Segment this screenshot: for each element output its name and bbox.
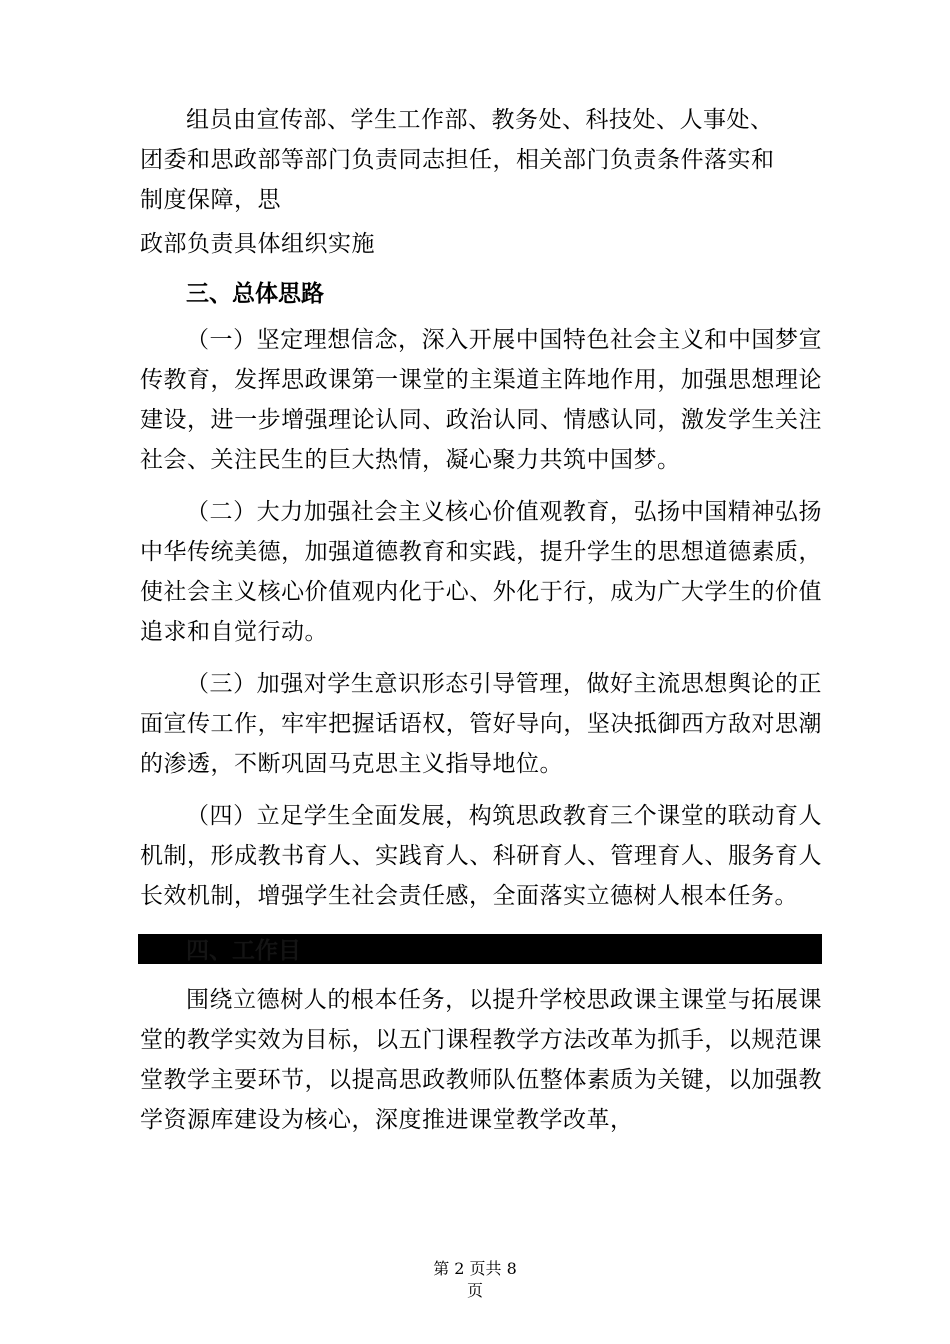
intro-line-4: 政部负责具体组织实施 [140,231,375,257]
paragraph-1: （一）坚定理想信念，深入开展中国特色社会主义和中国梦宣传教育，发挥思政课第一课堂的主渠道主阵地作用，加强思想理论建设，进一步增强理论认同、政治认同、情感认同，激发学生关注社会、关注民生的巨大热情，凝心聚力共筑中国梦。 [140,327,822,473]
section-4-paragraph: 围绕立德树人的根本任务，以提升学校思政课主课堂与拓展课堂的教学实效为目标，以五门课程教学方法改革为抓手，以规范课堂教学主要环节，以提高思政教师队伍整体素质为关键，以加强教学资源库建设为核心，深度推进课堂教学改革， [140,987,822,1133]
paragraph-2: （二）大力加强社会主义核心价值观教育，弘扬中国精神弘扬中华传统美德，加强道德教育和实践，提升学生的思想道德素质，使社会主义核心价值观内化于心、外化于行，成为广大学生的价值追求和自觉行动。 [140,499,822,645]
document-page [140,100,822,1140]
paragraph-4: （四）立足学生全面发展，构筑思政教育三个课堂的联动育人机制，形成教书育人、实践育人、科研育人、管理育人、服务育人长效机制，增强学生社会责任感，全面落实立德树人根本任务。 [140,803,822,909]
intro-line-3: 制度保障，思 [140,187,281,213]
intro-line-2: 团委和思政部等部门负责同志担任，相关部门负责条件落实和 [140,147,775,173]
section-4-heading-bar [138,934,822,964]
intro-block [140,100,822,264]
page-footer [0,1258,950,1302]
page-number-line-1: 第 2 页共 8 [433,1259,517,1278]
paragraph-3: （三）加强对学生意识形态引导管理，做好主流思想舆论的正面宣传工作，牢牢把握话语权，管好导向，坚决抵御西方敌对思潮的渗透，不断巩固马克思主义指导地位。 [140,671,822,777]
section-3-heading: 三、总体思路 [186,281,324,307]
intro-line-1: 组员由宣传部、学生工作部、教务处、科技处、人事处、 [186,107,774,133]
page-number-line-2: 页 [466,1281,483,1300]
section-4-heading: 四、工作目 [186,938,301,964]
